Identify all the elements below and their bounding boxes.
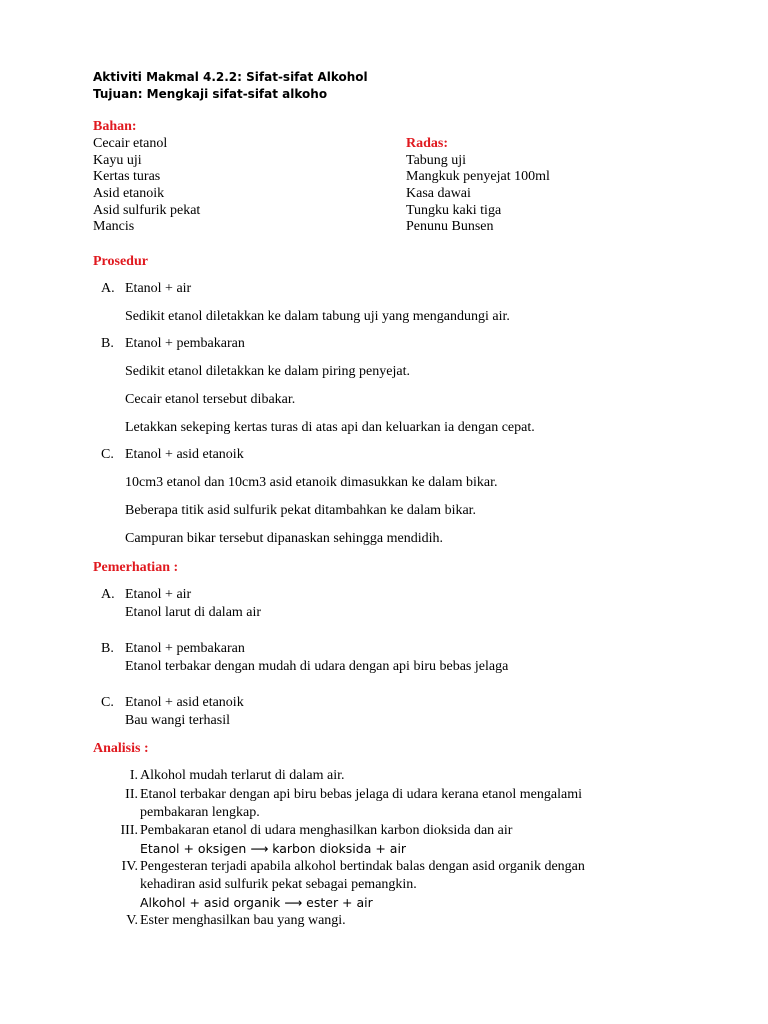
radas-item: Mangkuk penyejat 100ml (406, 169, 550, 184)
prosedur-heading: Prosedur (93, 254, 148, 269)
analisis-marker: I. (129, 768, 138, 783)
bahan-item: Kayu uji (93, 153, 142, 168)
prosedur-section-title: Etanol + pembakaran (125, 336, 245, 351)
analisis-equation: Alkohol + asid organik ⟶ ester + air (140, 895, 373, 910)
activity-aim: Tujuan: Mengkaji sifat-sifat alkoho (93, 87, 328, 101)
radas-item: Penunu Bunsen (406, 219, 494, 234)
prosedur-marker: A. (101, 281, 115, 296)
bahan-item: Asid sulfurik pekat (93, 203, 201, 218)
prosedur-step: Letakkan sekeping kertas turas di atas api dan keluarkan ia dengan cepat. (125, 420, 535, 435)
bahan-heading: Bahan: (93, 119, 137, 134)
analisis-marker: II. (125, 787, 138, 802)
prosedur-section-title: Etanol + asid etanoik (125, 447, 244, 462)
prosedur-marker: C. (101, 447, 114, 462)
pemerhatian-observation: Bau wangi terhasil (125, 713, 230, 728)
activity-title: Aktiviti Makmal 4.2.2: Sifat-sifat Alkohol (93, 70, 368, 84)
analisis-marker: IV. (121, 859, 138, 874)
bahan-item: Mancis (93, 219, 135, 234)
prosedur-section-title: Etanol + air (125, 281, 192, 296)
radas-item: Tungku kaki tiga (406, 203, 502, 218)
prosedur-step: Sedikit etanol diletakkan ke dalam piring penyejat. (125, 364, 410, 379)
pemerhatian-observation: Etanol terbakar dengan mudah di udara dengan api biru bebas jelaga (125, 659, 509, 674)
prosedur-marker: B. (101, 336, 114, 351)
pemerhatian-observation: Etanol larut di dalam air (125, 605, 262, 620)
prosedur-step: Beberapa titik asid sulfurik pekat ditambahkan ke dalam bikar. (125, 503, 477, 518)
pemerhatian-title: Etanol + asid etanoik (125, 695, 244, 710)
bahan-item: Asid etanoik (93, 186, 165, 201)
pemerhatian-marker: A. (101, 587, 115, 602)
analisis-line: Etanol terbakar dengan api biru bebas jelaga di udara kerana etanol mengalami (140, 787, 582, 802)
analisis-marker: V. (126, 913, 138, 928)
prosedur-step: Cecair etanol tersebut dibakar. (125, 392, 296, 407)
analisis-line: Pengesteran terjadi apabila alkohol bertindak balas dengan asid organik dengan (140, 859, 585, 874)
bahan-item: Kertas turas (93, 169, 161, 184)
pemerhatian-marker: C. (101, 695, 114, 710)
pemerhatian-heading: Pemerhatian : (93, 560, 179, 575)
analisis-heading: Analisis : (93, 741, 149, 756)
analisis-equation: Etanol + oksigen ⟶ karbon dioksida + air (140, 841, 407, 856)
prosedur-step: Campuran bikar tersebut dipanaskan sehingga mendidih. (125, 531, 444, 546)
analisis-line: pembakaran lengkap. (140, 805, 260, 820)
analisis-line: Pembakaran etanol di udara menghasilkan karbon dioksida dan air (140, 823, 513, 838)
analisis-line: Ester menghasilkan bau yang wangi. (140, 913, 346, 928)
pemerhatian-title: Etanol + pembakaran (125, 641, 245, 656)
radas-item: Tabung uji (406, 153, 467, 168)
pemerhatian-marker: B. (101, 641, 114, 656)
analisis-line: kehadiran asid sulfurik pekat sebagai pemangkin. (140, 877, 417, 892)
radas-heading: Radas: (406, 136, 449, 151)
pemerhatian-title: Etanol + air (125, 587, 192, 602)
prosedur-step: Sedikit etanol diletakkan ke dalam tabung uji yang mengandungi air. (125, 309, 510, 324)
bahan-item: Cecair etanol (93, 136, 168, 151)
analisis-line: Alkohol mudah terlarut di dalam air. (140, 768, 345, 783)
radas-item: Kasa dawai (406, 186, 471, 201)
prosedur-step: 10cm3 etanol dan 10cm3 asid etanoik dimasukkan ke dalam bikar. (125, 475, 498, 490)
analisis-marker: III. (120, 823, 138, 838)
